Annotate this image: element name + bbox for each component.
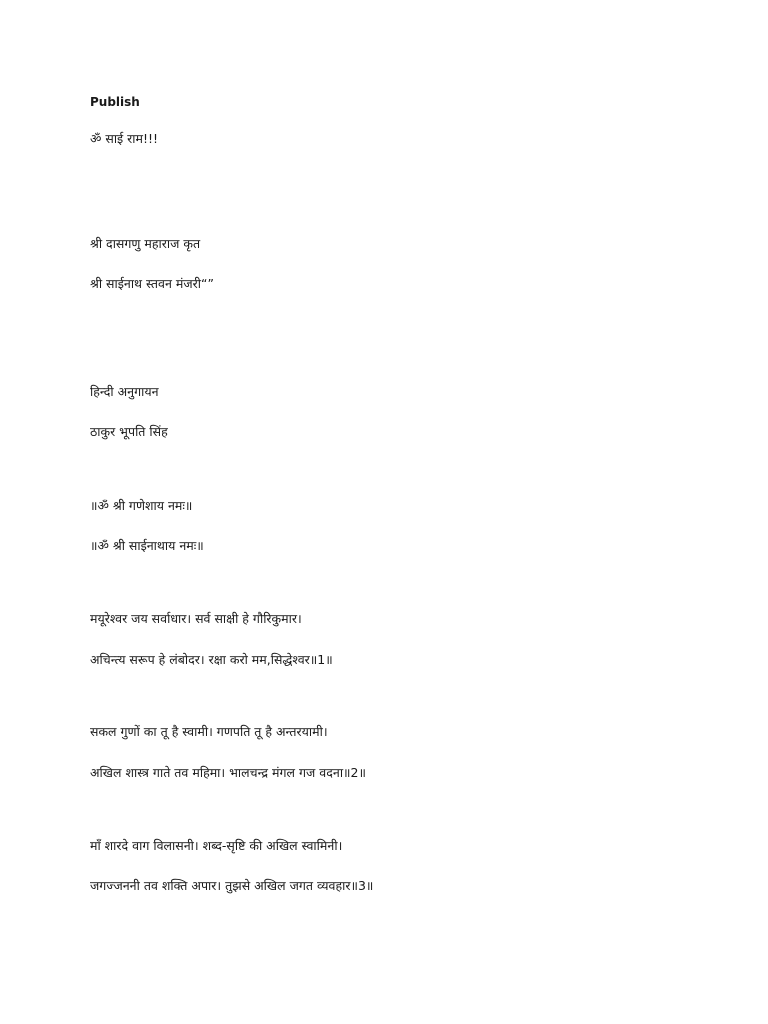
verse-line: मयूरेश्वर जय सर्वाधार। सर्व साक्षी हे गौरिकुमार। — [90, 611, 302, 626]
author-line: श्री दासगणु महाराज कृत — [90, 236, 201, 251]
invocation-line: ॥ॐ श्री साईनाथाय नमः॥ — [90, 538, 204, 553]
verse-line: जगज्जननी तव शक्ति अपार। तुझसे अखिल जगत व्यवहार॥3॥ — [90, 878, 374, 893]
verse-line: सकल गुणों का तू है स्वामी। गणपति तू है अन्तरयामी। — [90, 724, 328, 739]
verse-line: अचिन्त्य सरूप हे लंबोदर। रक्षा करो मम,सिद्धेश्वर॥1॥ — [90, 652, 333, 667]
invocation-line: ॥ॐ श्री गणेशाय नमः॥ — [90, 498, 193, 513]
translation-label: हिन्दी अनुगायन — [90, 384, 159, 399]
work-title-line: श्री साईनाथ स्तवन मंजरी“” — [90, 276, 214, 291]
publish-label: Publish — [90, 95, 140, 109]
verse-line: अखिल शास्त्र गाते तव महिमा। भालचन्द्र मंगल गज वदना॥2॥ — [90, 765, 366, 780]
verse-line: माँ शारदे वाग विलासनी। शब्द-सृष्टि की अखिल स्वामिनी। — [90, 838, 343, 853]
greeting-line: ॐ साई राम!!! — [90, 131, 159, 146]
translator-name: ठाकुर भूपति सिंह — [90, 424, 168, 439]
